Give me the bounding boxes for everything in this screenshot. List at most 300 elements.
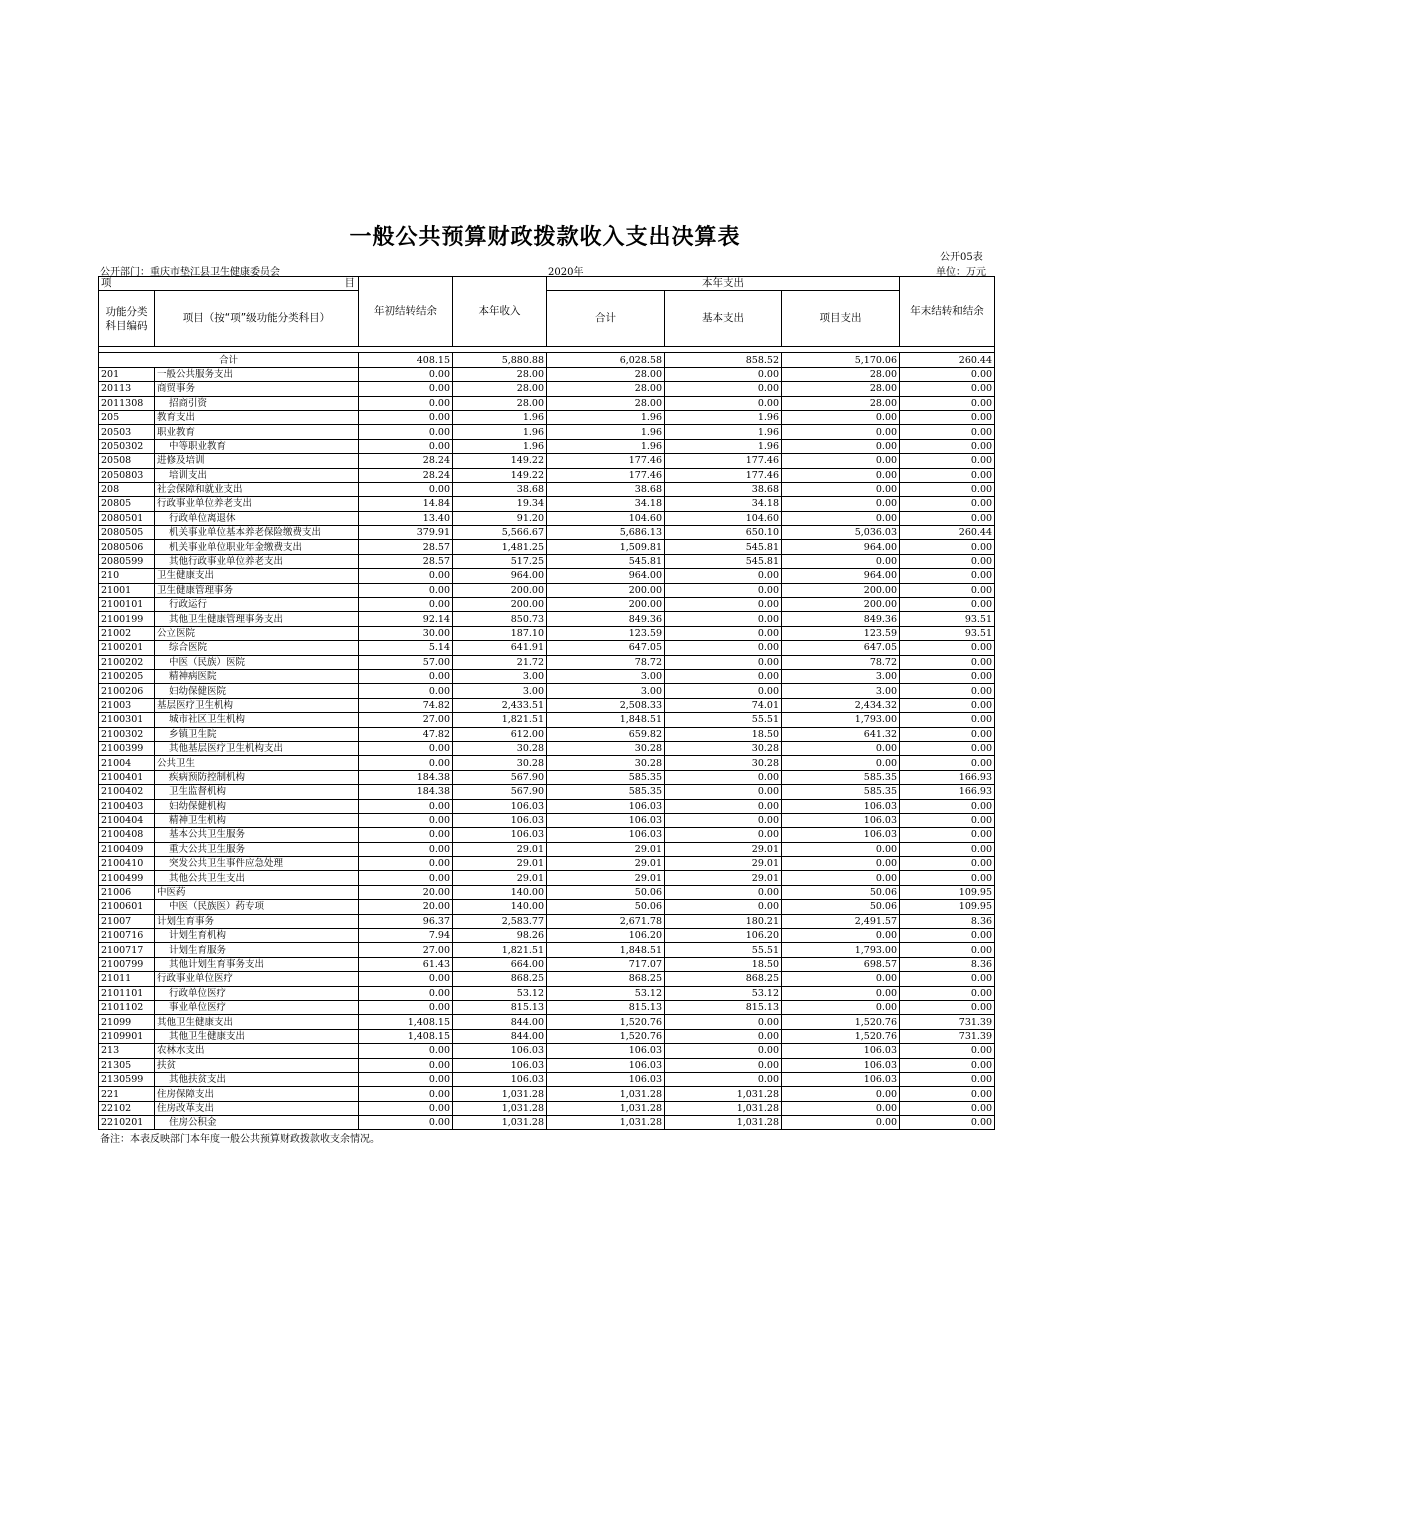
- row-income: 1,821.51: [453, 943, 547, 957]
- row-closing: 0.00: [900, 425, 995, 439]
- row-closing: 0.00: [900, 1058, 995, 1072]
- row-code: 2080506: [99, 540, 155, 554]
- table-row: [99, 396, 995, 410]
- row-basic: 0.00: [665, 1015, 782, 1029]
- row-income: 106.03: [453, 828, 547, 842]
- row-name: 机关事业单位职业年金缴费支出: [155, 540, 359, 554]
- row-total: 28.00: [547, 382, 665, 396]
- row-closing: 0.00: [900, 943, 995, 957]
- table-row: [99, 713, 995, 727]
- row-code: 2109901: [99, 1029, 155, 1043]
- row-income: 106.03: [453, 1058, 547, 1072]
- row-basic: 55.51: [665, 713, 782, 727]
- row-project: 78.72: [782, 655, 900, 669]
- row-basic: 1,031.28: [665, 1087, 782, 1101]
- row-project: 200.00: [782, 583, 900, 597]
- row-income: 844.00: [453, 1015, 547, 1029]
- row-code: 2080501: [99, 511, 155, 525]
- row-income: 641.91: [453, 641, 547, 655]
- row-project: 647.05: [782, 641, 900, 655]
- row-income: 21.72: [453, 655, 547, 669]
- row-project: 964.00: [782, 540, 900, 554]
- row-income: 19.34: [453, 497, 547, 511]
- row-total: 28.00: [547, 367, 665, 381]
- row-project: 849.36: [782, 612, 900, 626]
- row-code: 21006: [99, 885, 155, 899]
- row-project: 585.35: [782, 770, 900, 784]
- row-closing: 93.51: [900, 612, 995, 626]
- document-title: 一般公共预算财政拨款收入支出决算表: [349, 225, 741, 250]
- row-total: 1,848.51: [547, 943, 665, 957]
- row-opening: 0.00: [359, 871, 453, 885]
- row-basic: 1,031.28: [665, 1101, 782, 1115]
- row-project: 0.00: [782, 929, 900, 943]
- row-total: 29.01: [547, 871, 665, 885]
- row-basic: 29.01: [665, 857, 782, 871]
- header-mu: 目: [344, 277, 355, 289]
- row-opening: 7.94: [359, 929, 453, 943]
- table-row: [99, 785, 995, 799]
- row-income: 3.00: [453, 669, 547, 683]
- row-project: 0.00: [782, 410, 900, 424]
- row-name: 行政事业单位医疗: [155, 972, 359, 986]
- row-project: 0.00: [782, 554, 900, 568]
- header-xiang: 项: [101, 277, 112, 290]
- table-row: [99, 813, 995, 827]
- table-row: [99, 669, 995, 683]
- table-row: [99, 482, 995, 496]
- row-name: 疾病预防控制机构: [155, 770, 359, 784]
- row-total: 106.03: [547, 813, 665, 827]
- row-closing: 0.00: [900, 569, 995, 583]
- table-row: [99, 684, 995, 698]
- row-name: 精神病医院: [155, 669, 359, 683]
- row-total: 1,520.76: [547, 1029, 665, 1043]
- row-basic: 0.00: [665, 598, 782, 612]
- row-basic: 0.00: [665, 669, 782, 683]
- row-code: 2210201: [99, 1116, 155, 1130]
- row-project: 2,491.57: [782, 914, 900, 928]
- row-income: 1,821.51: [453, 713, 547, 727]
- row-code: 2101102: [99, 1000, 155, 1014]
- table-row: [99, 770, 995, 784]
- table-row: [99, 828, 995, 842]
- row-opening: 1,408.15: [359, 1029, 453, 1043]
- row-income: 844.00: [453, 1029, 547, 1043]
- row-basic: 53.12: [665, 986, 782, 1000]
- row-project: 0.00: [782, 972, 900, 986]
- year-label: 2020年: [548, 267, 584, 278]
- row-name: 其他卫生健康支出: [155, 1015, 359, 1029]
- row-income: 53.12: [453, 986, 547, 1000]
- row-basic: 0.00: [665, 770, 782, 784]
- row-total: 29.01: [547, 857, 665, 871]
- row-code: 2100302: [99, 727, 155, 741]
- row-name: 重大公共卫生服务: [155, 842, 359, 856]
- row-closing: 0.00: [900, 1101, 995, 1115]
- row-name: 计划生育事务: [155, 914, 359, 928]
- row-total: 29.01: [547, 842, 665, 856]
- row-basic: 180.21: [665, 914, 782, 928]
- row-opening: 0.00: [359, 1116, 453, 1130]
- row-code: 2100717: [99, 943, 155, 957]
- table-row: [99, 612, 995, 626]
- row-basic: 38.68: [665, 482, 782, 496]
- row-project: 3.00: [782, 684, 900, 698]
- row-opening: 0.00: [359, 799, 453, 813]
- row-closing: 260.44: [900, 526, 995, 540]
- row-code: 21001: [99, 583, 155, 597]
- row-code: 2100201: [99, 641, 155, 655]
- row-code: 2080599: [99, 554, 155, 568]
- row-income: 868.25: [453, 972, 547, 986]
- row-closing: 0.00: [900, 540, 995, 554]
- unit-label: 单位：万元: [936, 267, 986, 278]
- table-row: [99, 569, 995, 583]
- header-total: 合计: [547, 291, 665, 347]
- row-total: 106.03: [547, 1044, 665, 1058]
- row-code: 2100402: [99, 785, 155, 799]
- row-income: 29.01: [453, 842, 547, 856]
- row-income: 140.00: [453, 885, 547, 899]
- row-total: 50.06: [547, 885, 665, 899]
- row-income: 149.22: [453, 454, 547, 468]
- row-project: 123.59: [782, 626, 900, 640]
- table-row: [99, 929, 995, 943]
- row-code: 2100205: [99, 669, 155, 683]
- row-basic: 0.00: [665, 684, 782, 698]
- row-income: 850.73: [453, 612, 547, 626]
- row-closing: 0.00: [900, 454, 995, 468]
- row-name: 其他基层医疗卫生机构支出: [155, 741, 359, 755]
- table-row: [99, 655, 995, 669]
- row-opening: 0.00: [359, 410, 453, 424]
- row-code: 2100601: [99, 900, 155, 914]
- row-basic: 55.51: [665, 943, 782, 957]
- row-name: 基层医疗卫生机构: [155, 698, 359, 712]
- row-opening: 379.91: [359, 526, 453, 540]
- row-total: 3.00: [547, 684, 665, 698]
- row-name: 进修及培训: [155, 454, 359, 468]
- row-opening: 47.82: [359, 727, 453, 741]
- row-total: 585.35: [547, 770, 665, 784]
- row-income: 815.13: [453, 1000, 547, 1014]
- row-closing: 0.00: [900, 828, 995, 842]
- row-opening: 0.00: [359, 367, 453, 381]
- table-row: [99, 1029, 995, 1043]
- row-basic: 30.28: [665, 756, 782, 770]
- row-basic: 0.00: [665, 655, 782, 669]
- row-opening: 0.00: [359, 741, 453, 755]
- header-closing: 年末结转和结余: [900, 277, 995, 347]
- table-row: [99, 1000, 995, 1014]
- row-opening: 0.00: [359, 482, 453, 496]
- row-opening: 57.00: [359, 655, 453, 669]
- row-closing: 0.00: [900, 698, 995, 712]
- row-project: 0.00: [782, 1101, 900, 1115]
- table-row: [99, 439, 995, 453]
- row-total: 1.96: [547, 410, 665, 424]
- row-code: 20805: [99, 497, 155, 511]
- row-income: 106.03: [453, 1072, 547, 1086]
- row-opening: 184.38: [359, 785, 453, 799]
- row-total: 106.03: [547, 1072, 665, 1086]
- row-basic: 0.00: [665, 885, 782, 899]
- row-income: 200.00: [453, 583, 547, 597]
- table-row: [99, 885, 995, 899]
- row-total: 717.07: [547, 957, 665, 971]
- row-project: 5,036.03: [782, 526, 900, 540]
- row-opening: 0.00: [359, 857, 453, 871]
- row-code: 2130599: [99, 1072, 155, 1086]
- row-income: 1.96: [453, 425, 547, 439]
- table-row: [99, 1058, 995, 1072]
- table-row: [99, 799, 995, 813]
- row-code: 2080505: [99, 526, 155, 540]
- row-project: 0.00: [782, 857, 900, 871]
- row-opening: 27.00: [359, 943, 453, 957]
- row-closing: 109.95: [900, 900, 995, 914]
- row-name: 中医（民族）医院: [155, 655, 359, 669]
- table-row: [99, 425, 995, 439]
- table-row: [99, 554, 995, 568]
- table-row: [99, 497, 995, 511]
- budget-table: [98, 276, 995, 1130]
- row-closing: 0.00: [900, 367, 995, 381]
- row-closing: 0.00: [900, 713, 995, 727]
- row-opening: 0.00: [359, 425, 453, 439]
- row-total: 200.00: [547, 583, 665, 597]
- row-project: 0.00: [782, 468, 900, 482]
- row-name: 社会保障和就业支出: [155, 482, 359, 496]
- row-closing: 0.00: [900, 1044, 995, 1058]
- row-name: 职业教育: [155, 425, 359, 439]
- form-number: 公开05表: [940, 252, 983, 263]
- row-total: 200.00: [547, 598, 665, 612]
- row-basic: 0.00: [665, 828, 782, 842]
- row-basic: 0.00: [665, 1072, 782, 1086]
- row-total: 34.18: [547, 497, 665, 511]
- row-name: 行政事业单位养老支出: [155, 497, 359, 511]
- row-basic: 29.01: [665, 871, 782, 885]
- row-code: 21004: [99, 756, 155, 770]
- row-total: 659.82: [547, 727, 665, 741]
- table-row: [99, 957, 995, 971]
- row-basic: 0.00: [665, 785, 782, 799]
- row-opening: 5.14: [359, 641, 453, 655]
- row-closing: 731.39: [900, 1015, 995, 1029]
- table-row: [99, 900, 995, 914]
- row-code: 221: [99, 1087, 155, 1101]
- table-row: [99, 1072, 995, 1086]
- row-opening: 0.00: [359, 1000, 453, 1014]
- row-name: 其他卫生健康管理事务支出: [155, 612, 359, 626]
- row-name: 精神卫生机构: [155, 813, 359, 827]
- row-name: 教育支出: [155, 410, 359, 424]
- row-total: 849.36: [547, 612, 665, 626]
- table-row: [99, 741, 995, 755]
- row-closing: 0.00: [900, 497, 995, 511]
- table-row: [99, 698, 995, 712]
- row-basic: 545.81: [665, 554, 782, 568]
- row-code: 2100301: [99, 713, 155, 727]
- department-label: 公开部门：重庆市垫江县卫生健康委员会: [100, 267, 280, 278]
- row-closing: 0.00: [900, 727, 995, 741]
- row-name: 其他计划生育事务支出: [155, 957, 359, 971]
- row-income: 1,031.28: [453, 1087, 547, 1101]
- row-closing: 0.00: [900, 929, 995, 943]
- total-basic: 858.52: [665, 353, 782, 367]
- row-total: 1,031.28: [547, 1087, 665, 1101]
- row-closing: 0.00: [900, 799, 995, 813]
- row-closing: 0.00: [900, 857, 995, 871]
- row-project: 0.00: [782, 986, 900, 1000]
- row-basic: 18.50: [665, 957, 782, 971]
- table-row: [99, 842, 995, 856]
- row-total: 53.12: [547, 986, 665, 1000]
- row-opening: 0.00: [359, 842, 453, 856]
- row-income: 28.00: [453, 382, 547, 396]
- row-closing: 0.00: [900, 511, 995, 525]
- row-project: 641.32: [782, 727, 900, 741]
- row-income: 28.00: [453, 396, 547, 410]
- row-name: 培训支出: [155, 468, 359, 482]
- row-name: 妇幼保健机构: [155, 799, 359, 813]
- row-total: 1,031.28: [547, 1101, 665, 1115]
- row-opening: 0.00: [359, 669, 453, 683]
- row-name: 行政运行: [155, 598, 359, 612]
- row-basic: 0.00: [665, 569, 782, 583]
- row-total: 1,848.51: [547, 713, 665, 727]
- row-opening: 0.00: [359, 439, 453, 453]
- row-name: 妇幼保健医院: [155, 684, 359, 698]
- row-closing: 8.36: [900, 957, 995, 971]
- row-opening: 0.00: [359, 569, 453, 583]
- row-income: 612.00: [453, 727, 547, 741]
- row-income: 28.00: [453, 367, 547, 381]
- row-basic: 34.18: [665, 497, 782, 511]
- row-name: 住房保障支出: [155, 1087, 359, 1101]
- row-basic: 177.46: [665, 454, 782, 468]
- row-project: 698.57: [782, 957, 900, 971]
- row-name: 行政单位离退休: [155, 511, 359, 525]
- row-closing: 731.39: [900, 1029, 995, 1043]
- row-project: 964.00: [782, 569, 900, 583]
- row-name: 卫生监督机构: [155, 785, 359, 799]
- row-closing: 0.00: [900, 871, 995, 885]
- row-income: 567.90: [453, 785, 547, 799]
- row-total: 868.25: [547, 972, 665, 986]
- row-project: 1,520.76: [782, 1029, 900, 1043]
- row-code: 2100799: [99, 957, 155, 971]
- row-total: 177.46: [547, 454, 665, 468]
- row-total: 2,671.78: [547, 914, 665, 928]
- row-project: 0.00: [782, 511, 900, 525]
- table-row: [99, 641, 995, 655]
- table-row: [99, 986, 995, 1000]
- row-income: 29.01: [453, 871, 547, 885]
- table-row: [99, 1087, 995, 1101]
- header-income: 本年收入: [453, 277, 547, 347]
- row-code: 20503: [99, 425, 155, 439]
- row-closing: 0.00: [900, 583, 995, 597]
- row-income: 1,031.28: [453, 1116, 547, 1130]
- row-project: 0.00: [782, 439, 900, 453]
- row-project: 0.00: [782, 741, 900, 755]
- row-opening: 61.43: [359, 957, 453, 971]
- header-expense-group: 本年支出: [547, 277, 900, 291]
- table-row: [99, 598, 995, 612]
- row-code: 20508: [99, 454, 155, 468]
- row-income: 1.96: [453, 439, 547, 453]
- row-name: 综合医院: [155, 641, 359, 655]
- row-closing: 0.00: [900, 468, 995, 482]
- row-basic: 545.81: [665, 540, 782, 554]
- row-project: 28.00: [782, 367, 900, 381]
- row-name: 其他行政事业单位养老支出: [155, 554, 359, 568]
- row-income: 664.00: [453, 957, 547, 971]
- row-code: 2011308: [99, 396, 155, 410]
- row-opening: 28.57: [359, 540, 453, 554]
- row-basic: 0.00: [665, 583, 782, 597]
- row-total: 104.60: [547, 511, 665, 525]
- row-project: 3.00: [782, 669, 900, 683]
- header-name: 项目（按“项”级功能分类科目）: [155, 291, 359, 347]
- row-opening: 0.00: [359, 396, 453, 410]
- row-code: 2100403: [99, 799, 155, 813]
- table-row: [99, 626, 995, 640]
- row-name: 扶贫: [155, 1058, 359, 1072]
- table-row: [99, 943, 995, 957]
- row-basic: 1,031.28: [665, 1116, 782, 1130]
- row-code: 2100404: [99, 813, 155, 827]
- row-name: 事业单位医疗: [155, 1000, 359, 1014]
- table-row: [99, 367, 995, 381]
- row-income: 517.25: [453, 554, 547, 568]
- row-opening: 0.00: [359, 813, 453, 827]
- row-basic: 650.10: [665, 526, 782, 540]
- row-code: 2100408: [99, 828, 155, 842]
- row-income: 3.00: [453, 684, 547, 698]
- row-total: 1,031.28: [547, 1116, 665, 1130]
- row-closing: 0.00: [900, 396, 995, 410]
- row-project: 0.00: [782, 756, 900, 770]
- row-total: 964.00: [547, 569, 665, 583]
- row-project: 106.03: [782, 813, 900, 827]
- row-basic: 0.00: [665, 367, 782, 381]
- table-row: [99, 454, 995, 468]
- row-total: 30.28: [547, 741, 665, 755]
- row-project: 0.00: [782, 871, 900, 885]
- row-total: 78.72: [547, 655, 665, 669]
- row-basic: 1.96: [665, 425, 782, 439]
- row-total: 647.05: [547, 641, 665, 655]
- row-code: 21007: [99, 914, 155, 928]
- row-opening: 92.14: [359, 612, 453, 626]
- table-row: [99, 540, 995, 554]
- row-basic: 18.50: [665, 727, 782, 741]
- row-opening: 30.00: [359, 626, 453, 640]
- row-basic: 0.00: [665, 396, 782, 410]
- row-code: 2100199: [99, 612, 155, 626]
- row-basic: 74.01: [665, 698, 782, 712]
- row-code: 210: [99, 569, 155, 583]
- row-income: 140.00: [453, 900, 547, 914]
- row-income: 106.03: [453, 813, 547, 827]
- row-basic: 30.28: [665, 741, 782, 755]
- header-xiang-mu: [99, 277, 359, 291]
- row-project: 106.03: [782, 799, 900, 813]
